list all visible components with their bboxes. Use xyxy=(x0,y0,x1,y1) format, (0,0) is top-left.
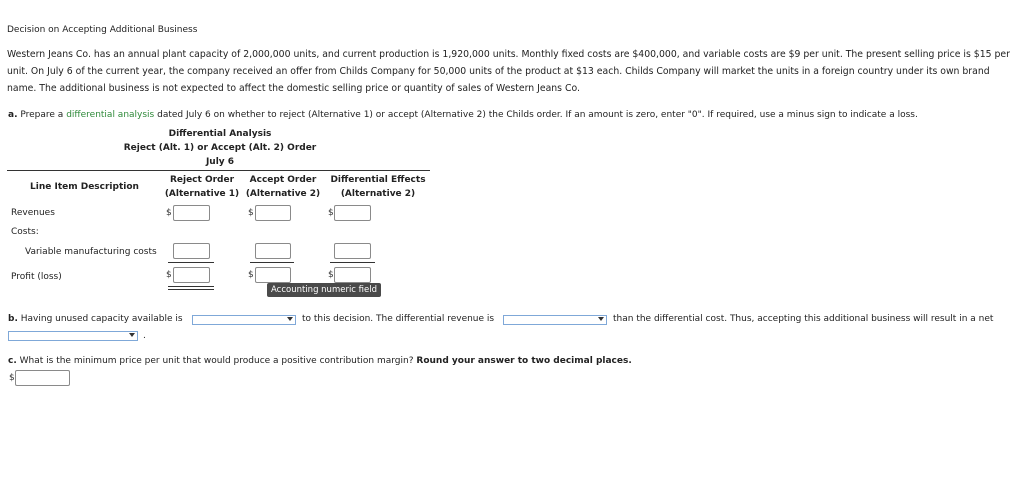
chevron-down-icon xyxy=(129,333,135,337)
chevron-down-icon xyxy=(287,317,293,321)
part-a-text-after: dated July 6 on whether to reject (Alternative 1) or accept (Alternative 2) the Childs order. If an amount is zero, enter "0". If required, use a minus sign to indicate a loss. xyxy=(157,110,918,120)
part-c-instruction: Round your answer to two decimal places. xyxy=(416,356,632,366)
differential-revenue-dropdown[interactable] xyxy=(503,315,607,325)
currency-symbol: $ xyxy=(328,270,334,280)
currency-symbol: $ xyxy=(328,208,334,218)
col-reject-alt: (Alternative 1) xyxy=(164,189,240,199)
profit-reject-input[interactable] xyxy=(173,267,210,283)
total-double-rule xyxy=(168,286,214,287)
part-c-label: c. xyxy=(8,356,17,366)
part-c-question xyxy=(8,356,632,366)
variable-costs-reject-input[interactable] xyxy=(173,243,210,259)
col-accept-order: Accept Order xyxy=(249,175,317,185)
col-line-item-description: Line Item Description xyxy=(30,182,139,192)
part-a-label: a. xyxy=(8,110,18,120)
unused-capacity-dropdown[interactable] xyxy=(192,315,296,325)
differential-analysis-link[interactable]: differential analysis xyxy=(66,110,155,120)
part-b-text1: Having unused capacity available is xyxy=(20,314,183,324)
profit-differential-input[interactable] xyxy=(334,267,371,283)
part-a-instructions xyxy=(8,110,918,120)
part-a-text-before: Prepare a xyxy=(20,110,64,120)
part-b-label-wrap xyxy=(8,314,183,324)
variable-costs-differential-input[interactable] xyxy=(334,243,371,259)
row-label-revenues: Revenues xyxy=(11,208,55,218)
currency-symbol: $ xyxy=(248,270,254,280)
col-accept-alt: (Alternative 2) xyxy=(245,189,321,199)
revenues-differential-input[interactable] xyxy=(334,205,371,221)
part-b-text2: to this decision. The differential revenue is xyxy=(302,314,495,324)
row-label-profit: Profit (loss) xyxy=(11,272,62,282)
problem-intro: Western Jeans Co. has an annual plant capacity of 2,000,000 units, and current production is 1,920,000 units. Monthly fixed costs are $400,000, and variable costs are $9 per unit. The present selling price is $15 per unit. On July 6 of the current year, the company received an offer from Childs Company for 50,000 units of the product at $13 each. Childs Company will market the units in a foreign country under its own brand name. The additional business is not expected to affect the domestic selling price or quantity of sales of Western Jeans Co. xyxy=(7,49,1010,94)
subtotal-rule xyxy=(250,262,294,263)
part-c-text: What is the minimum price per unit that would produce a positive contribution margin? xyxy=(19,356,414,366)
part-b-text3: than the differential cost. Thus, accepting this additional business will result in a net xyxy=(613,314,994,324)
part-b-period: . xyxy=(143,331,146,341)
revenues-reject-input[interactable] xyxy=(173,205,210,221)
subtotal-rule xyxy=(330,262,375,263)
table-title: Differential Analysis xyxy=(168,129,272,139)
currency-symbol: $ xyxy=(166,270,172,280)
profit-accept-input[interactable] xyxy=(255,267,291,283)
page-title: Decision on Accepting Additional Business xyxy=(7,25,198,35)
currency-symbol: $ xyxy=(9,373,15,383)
col-differential-alt: (Alternative 2) xyxy=(340,189,416,199)
total-double-rule xyxy=(168,289,214,290)
table-subtitle: Reject (Alt. 1) or Accept (Alt. 2) Order xyxy=(123,143,317,153)
table-date: July 6 xyxy=(205,157,235,167)
field-tooltip: Accounting numeric field xyxy=(267,283,381,297)
currency-symbol: $ xyxy=(166,208,172,218)
currency-symbol: $ xyxy=(248,208,254,218)
part-b-label: b. xyxy=(8,314,18,324)
minimum-price-input[interactable] xyxy=(15,370,70,386)
header-rule xyxy=(7,170,430,171)
col-reject-order: Reject Order xyxy=(169,175,235,185)
variable-costs-accept-input[interactable] xyxy=(255,243,291,259)
chevron-down-icon xyxy=(598,317,604,321)
row-label-variable-costs: Variable manufacturing costs xyxy=(25,247,157,257)
revenues-accept-input[interactable] xyxy=(255,205,291,221)
net-result-dropdown[interactable] xyxy=(8,331,138,341)
col-differential-effects: Differential Effects xyxy=(330,175,426,185)
subtotal-rule xyxy=(168,262,214,263)
row-label-costs: Costs: xyxy=(11,227,39,237)
